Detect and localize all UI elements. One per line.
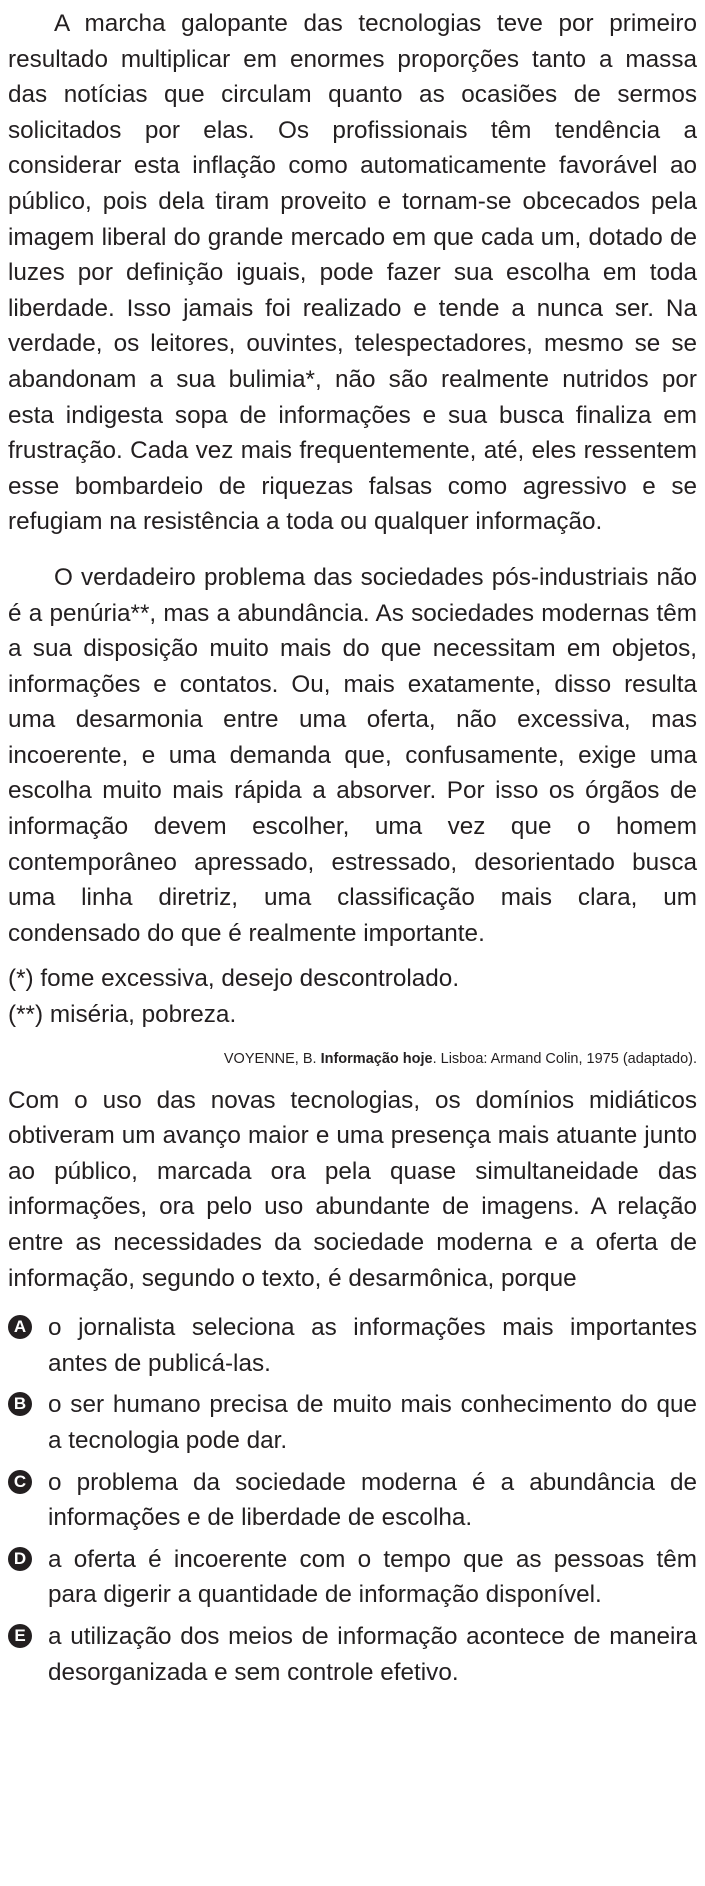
option-d[interactable]: [8, 1542, 697, 1613]
passage-paragraph-1: A marcha galopante das tecnologias teve por primeiro resultado multiplicar em enormes proporções tanto a massa das notícias que circulam quanto as ocasiões de sermos solicitados por elas. Os profissionais têm tendência a considerar esta inflação como automaticamente favorável ao público, pois dela tiram proveito e tornam-se obcecados pela imagem liberal do grande mercado em que cada um, dotado de luzes por definição iguais, pode fazer sua escolha em toda liberdade. Isso jamais foi realizado e tende a nunca ser. Na verdade, os leitores, ouvintes, telespectadores, mesmo se se abandonam a sua bulimia*, não são realmente nutridos por esta indigesta sopa de informações e sua busca finaliza em frustração. Cada vez mais frequentemente, até, eles ressentem esse bombardeio de riquezas falsas como agressivo e se refugiam na resistência a toda ou qualquer informação.: [8, 10, 697, 536]
passage-paragraph-2: O verdadeiro problema das sociedades pós-industriais não é a penúria**, mas a abundância. As sociedades modernas têm a sua disposição muito mais do que necessitam em objetos, informações e contatos. Ou, mais exatamente, disso resulta uma desarmonia entre uma oferta, não excessiva, mas incoerente, e uma demanda que, confusamente, exige uma escolha muito mais rápida a absorver. Por isso os órgãos de informação devem escolher, uma vez que o homem contemporâneo apressado, estressado, desorientado busca uma linha diretriz, uma classificação mais clara, um condensado do que é realmente importante.: [8, 563, 697, 947]
footnotes: [8, 961, 697, 1032]
option-c-letter-icon: C: [8, 1470, 32, 1494]
source-details: . Lisboa: Armand Colin, 1975 (adaptado).: [432, 1050, 697, 1067]
option-e-text: a utilização dos meios de informação acontece de maneira desorganizada e sem controle efetivo.: [48, 1622, 697, 1686]
option-a-text: o jornalista seleciona as informações mais importantes antes de publicá-las.: [48, 1314, 697, 1377]
source-citation: [8, 1049, 697, 1069]
option-e[interactable]: [8, 1619, 697, 1690]
option-b-letter-icon: B: [8, 1392, 32, 1416]
answer-options: [8, 1310, 697, 1690]
option-b-text: o ser humano precisa de muito mais conhecimento do que a tecnologia pode dar.: [48, 1391, 697, 1454]
footnote-1: (*) fome excessiva, desejo descontrolado.: [8, 965, 460, 993]
option-a[interactable]: [8, 1310, 697, 1381]
option-e-letter-icon: E: [8, 1624, 32, 1648]
reading-passage: [8, 6, 697, 951]
footnote-2: (**) miséria, pobreza.: [8, 1001, 237, 1029]
option-c-text: o problema da sociedade moderna é a abundância de informações e de liberdade de escolha.: [48, 1468, 697, 1532]
question-stem: Com o uso das novas tecnologias, os domínios midiáticos obtiveram um avanço maior e uma presença mais atuante junto ao público, marcada ora pela quase simultaneidade das informações, ora pelo uso abundante de imagens. A relação entre as necessidades da sociedade moderna e a oferta de informação, segundo o texto, é desarmônica, porque: [8, 1086, 697, 1292]
option-d-text: a oferta é incoerente com o tempo que as pessoas têm para digerir a quantidade de informação disponível.: [48, 1545, 697, 1609]
source-author: VOYENNE, B.: [223, 1050, 321, 1067]
option-c[interactable]: [8, 1465, 697, 1536]
source-title: Informação hoje: [320, 1050, 433, 1067]
option-b[interactable]: [8, 1387, 697, 1458]
option-a-letter-icon: A: [8, 1315, 32, 1339]
option-d-letter-icon: D: [8, 1547, 32, 1571]
